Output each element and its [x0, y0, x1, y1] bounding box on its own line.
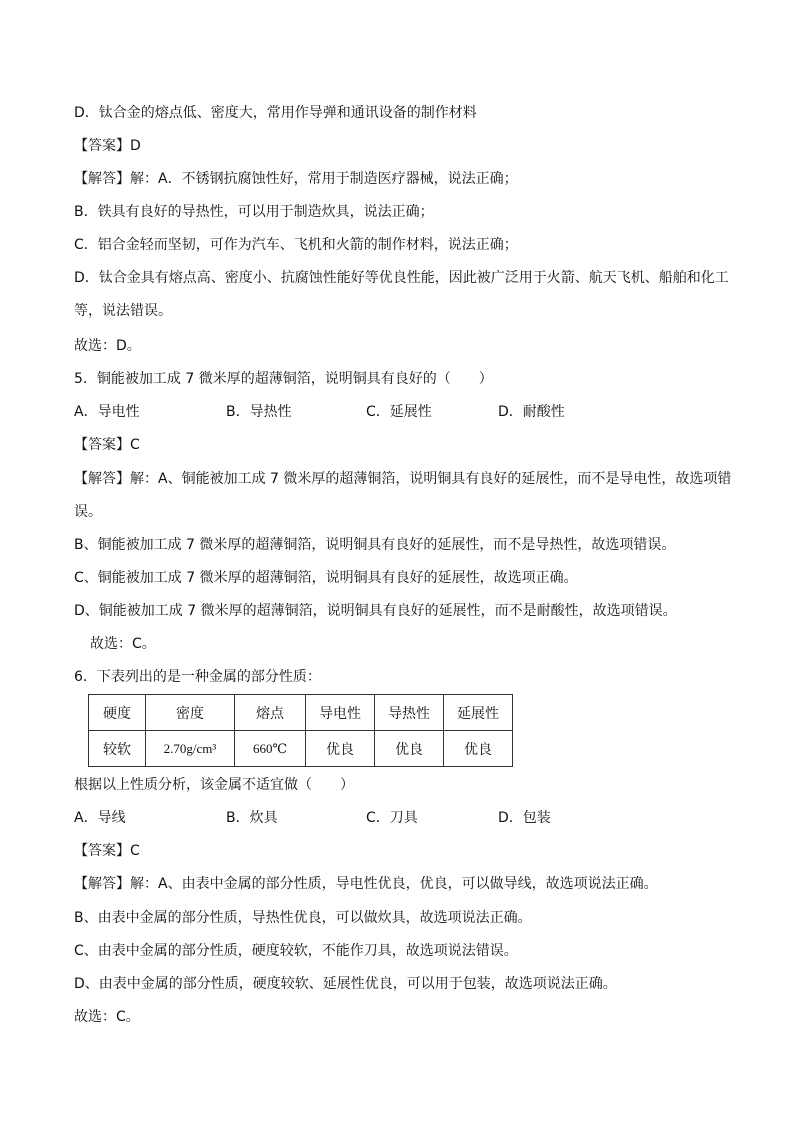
q4-solution-line: D．钛合金具有熔点高、密度小、抗腐蚀性能好等优良性能，因此被广泛用于火箭、航天飞机、船舶和化工 [74, 270, 729, 286]
q4-answer: 【答案】D [74, 138, 141, 154]
q6-conclusion: 故选：C。 [74, 1009, 140, 1025]
q6-option: C．刀具 [366, 810, 418, 826]
table-header-cell: 导热性 [375, 695, 444, 731]
q4-solution-line: 【解答】解：A．不锈钢抗腐蚀性好，常用于制造医疗器械，说法正确； [74, 171, 518, 187]
table-row [89, 731, 513, 767]
table-cell: 2.70g/cm³ [146, 731, 235, 767]
q6-question: 根据以上性质分析，该金属不适宜做（ ） [74, 777, 354, 793]
q5-stem: 5．铜能被加工成 7 微米厚的超薄铜箔，说明铜具有良好的（ ） [74, 371, 493, 387]
table-cell: 优良 [306, 731, 375, 767]
q6-solution-line: D、由表中金属的部分性质，硬度较软、延展性优良，可以用于包装，故选项说法正确。 [74, 976, 617, 992]
q6-answer: 【答案】C [74, 843, 140, 859]
q4-conclusion: 故选：D。 [74, 338, 141, 354]
q4-solution-line: B．铁具有良好的导热性，可以用于制造炊具，说法正确； [74, 204, 434, 220]
table-cell: 优良 [444, 731, 513, 767]
q5-conclusion: 故选：C。 [90, 636, 156, 652]
q5-solution-line: B、铜能被加工成 7 微米厚的超薄铜箔，说明铜具有良好的延展性，而不是导热性，故选项错误。 [74, 537, 676, 553]
q6-solution-line: 【解答】解：A、由表中金属的部分性质，导电性优良，优良，可以做导线，故选项说法正确。 [74, 876, 658, 892]
table-cell: 优良 [375, 731, 444, 767]
q5-option: D．耐酸性 [498, 404, 565, 420]
table-header-cell: 密度 [146, 695, 235, 731]
table-header-cell: 硬度 [89, 695, 146, 731]
q6-stem: 6．下表列出的是一种金属的部分性质： [74, 669, 321, 685]
metal-properties-table [88, 694, 513, 767]
q4-solution-line: C．铝合金轻而坚韧，可作为汽车、飞机和火箭的制作材料，说法正确； [74, 237, 518, 253]
q4-option-d: D．钛合金的熔点低、密度大，常用作导弹和通讯设备的制作材料 [74, 105, 477, 121]
q4-solution-line: 等，说法错误。 [74, 303, 172, 319]
q6-option: A．导线 [74, 810, 126, 826]
q5-solution-line: C、铜能被加工成 7 微米厚的超薄铜箔，说明铜具有良好的延展性，故选项正确。 [74, 570, 578, 586]
q5-solution-line: 【解答】解：A、铜能被加工成 7 微米厚的超薄铜箔，说明铜具有良好的延展性，而不是导电性，故选项错 [74, 471, 732, 487]
table-header-row [89, 695, 513, 731]
q5-option: A．导电性 [74, 404, 140, 420]
table-header-cell: 熔点 [235, 695, 306, 731]
q5-solution-line: D、铜能被加工成 7 微米厚的超薄铜箔，说明铜具有良好的延展性，而不是耐酸性，故选项错误。 [74, 603, 677, 619]
q6-solution-line: B、由表中金属的部分性质，导热性优良，可以做炊具，故选项说法正确。 [74, 910, 532, 926]
q5-answer: 【答案】C [74, 437, 140, 453]
table-header-cell: 延展性 [444, 695, 513, 731]
q5-option: C．延展性 [366, 404, 432, 420]
q5-solution-line: 误。 [74, 504, 102, 520]
q6-solution-line: C、由表中金属的部分性质，硬度较软，不能作刀具，故选项说法错误。 [74, 943, 518, 959]
q6-option: B．炊具 [226, 810, 278, 826]
table-header-cell: 导电性 [306, 695, 375, 731]
q6-option: D．包装 [498, 810, 551, 826]
table-cell: 660℃ [235, 731, 306, 767]
table-cell: 较软 [89, 731, 146, 767]
q5-option: B．导热性 [226, 404, 292, 420]
